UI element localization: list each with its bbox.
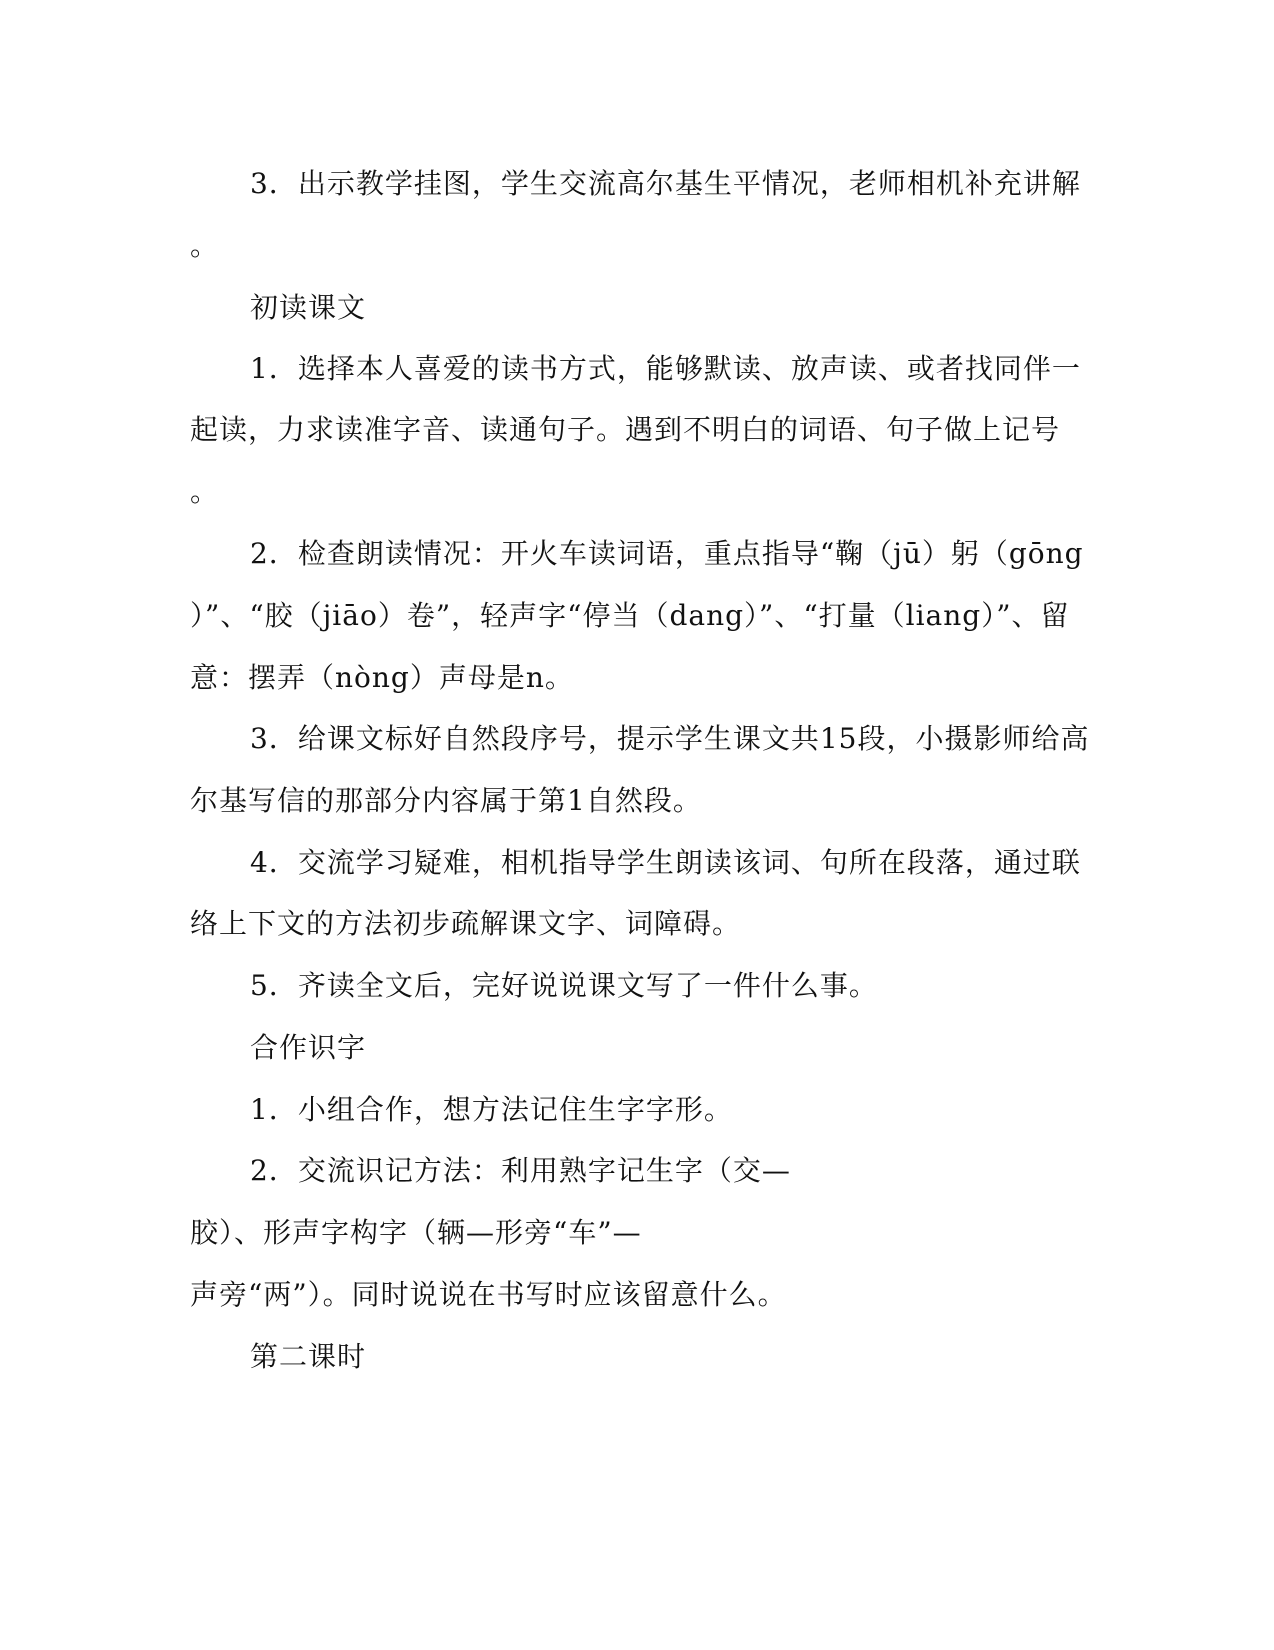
paragraph-line: 胶）、形声字构字（辆—形旁“车”— (190, 1216, 642, 1249)
section-heading: 合作识字 (250, 1031, 367, 1064)
paragraph-line: 2．交流识记方法：利用熟字记生字（交— (250, 1154, 791, 1187)
paragraph-line: 1．选择本人喜爱的读书方式，能够默读、放声读、或者找同伴一 (250, 352, 1081, 385)
paragraph-line: 5．齐读全文后，完好说说课文写了一件什么事。 (250, 969, 878, 1002)
paragraph-line: 尔基写信的那部分内容属于第1自然段。 (190, 784, 702, 817)
paragraph-line: 络上下文的方法初步疏解课文字、词障碍。 (190, 907, 742, 940)
section-heading: 第二课时 (250, 1340, 367, 1373)
paragraph-line: 2．检查朗读情况：开火车读词语，重点指导“鞠（jū）躬（gōng (250, 537, 1084, 570)
paragraph-line: 声旁“两”）。同时说说在书写时应该留意什么。 (190, 1278, 787, 1311)
paragraph-line: 1．小组合作，想方法记住生字字形。 (250, 1093, 733, 1126)
paragraph-line: 意：摆弄（nòng）声母是n。 (190, 661, 574, 694)
paragraph-line: 3．出示教学挂图，学生交流高尔基生平情况，老师相机补充讲解 (250, 167, 1081, 200)
paragraph-line: 。 (190, 475, 220, 508)
paragraph-line: 4．交流学习疑难，相机指导学生朗读该词、句所在段落，通过联 (250, 846, 1081, 879)
paragraph-line: 3．给课文标好自然段序号，提示学生课文共15段，小摄影师给高 (250, 722, 1090, 755)
paragraph-line: ）”、“胶（jiāo）卷”，轻声字“停当（dang）”、“打量（liang）”、留 (190, 599, 1070, 632)
section-heading: 初读课文 (250, 291, 367, 324)
paragraph-line: 。 (190, 229, 220, 262)
paragraph-line: 起读，力求读准字音、读通句子。遇到不明白的词语、句子做上记号 (190, 413, 1061, 446)
